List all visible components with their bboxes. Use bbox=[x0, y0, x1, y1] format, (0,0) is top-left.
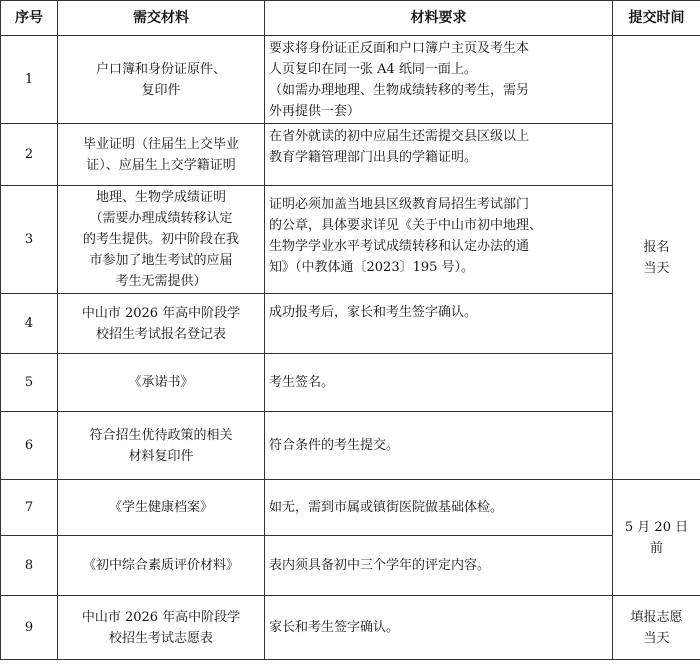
material-cell: 户口簿和身份证原件、 复印件 bbox=[58, 36, 265, 124]
requirement-cell: 要求将身份证正反面和户口簿户主页及考生本 人页复印在同一张 A4 纸同一面上。 （如需办理地理、生物成绩转移的考生，需另 外再提供一套） bbox=[265, 36, 613, 124]
header-material: 需交材料 bbox=[58, 1, 265, 36]
row-number: 9 bbox=[1, 596, 58, 660]
row-number: 5 bbox=[1, 354, 58, 412]
material-cell: 中山市 2026 年高中阶段学 校招生考试志愿表 bbox=[58, 596, 265, 660]
header-requirement: 材料要求 bbox=[265, 1, 613, 36]
table-row bbox=[1, 596, 700, 660]
requirement-cell: 如无，需到市属或镇街医院做基础体检。 bbox=[265, 480, 613, 536]
submit-time-cell: 5 月 20 日 前 bbox=[613, 480, 700, 596]
row-number: 2 bbox=[1, 124, 58, 186]
material-cell: 毕业证明（往届生上交毕业 证）、应届生上交学籍证明 bbox=[58, 124, 265, 186]
table-row bbox=[1, 480, 700, 536]
row-number: 7 bbox=[1, 480, 58, 536]
row-number: 8 bbox=[1, 536, 58, 596]
material-cell: 地理、生物学成绩证明 （需要办理成绩转移认定 的考生提供。初中阶段在我 市参加了地生考试的应届 考生无需提供） bbox=[58, 186, 265, 294]
requirement-cell: 证明必须加盖当地县区级教育局招生考试部门 的公章，具体要求详见《关于中山市初中地理、 生物学学业水平考试成绩转移和认定办法的通 知》（中教体通〔2023〕195 号）。 bbox=[265, 186, 613, 294]
requirement-cell: 考生签名。 bbox=[265, 354, 613, 412]
requirement-cell: 成功报考后，家长和考生签字确认。 bbox=[265, 294, 613, 354]
submit-time-cell: 填报志愿 当天 bbox=[613, 596, 700, 660]
row-number: 6 bbox=[1, 412, 58, 480]
requirement-cell: 表内须具备初中三个学年的评定内容。 bbox=[265, 536, 613, 596]
table-row bbox=[1, 36, 700, 124]
header-no: 序号 bbox=[1, 1, 58, 36]
material-cell: 《学生健康档案》 bbox=[58, 480, 265, 536]
table-row bbox=[1, 412, 700, 480]
material-cell: 《承诺书》 bbox=[58, 354, 265, 412]
material-cell: 符合招生优待政策的相关 材料复印件 bbox=[58, 412, 265, 480]
requirement-cell: 在省外就读的初中应届生还需提交县区级以上 教育学籍管理部门出具的学籍证明。 bbox=[265, 124, 613, 186]
row-number: 1 bbox=[1, 36, 58, 124]
row-number: 3 bbox=[1, 186, 58, 294]
submit-time-cell: 报名 当天 bbox=[613, 36, 700, 480]
table-row bbox=[1, 186, 700, 294]
header-row bbox=[1, 1, 700, 36]
material-cell: 中山市 2026 年高中阶段学 校招生考试报名登记表 bbox=[58, 294, 265, 354]
row-number: 4 bbox=[1, 294, 58, 354]
requirement-cell: 符合条件的考生提交。 bbox=[265, 412, 613, 480]
table-row bbox=[1, 536, 700, 596]
requirement-cell: 家长和考生签字确认。 bbox=[265, 596, 613, 660]
material-cell: 《初中综合素质评价材料》 bbox=[58, 536, 265, 596]
table-row bbox=[1, 354, 700, 412]
table-row bbox=[1, 124, 700, 186]
header-time: 提交时间 bbox=[613, 1, 700, 36]
table-row bbox=[1, 294, 700, 354]
